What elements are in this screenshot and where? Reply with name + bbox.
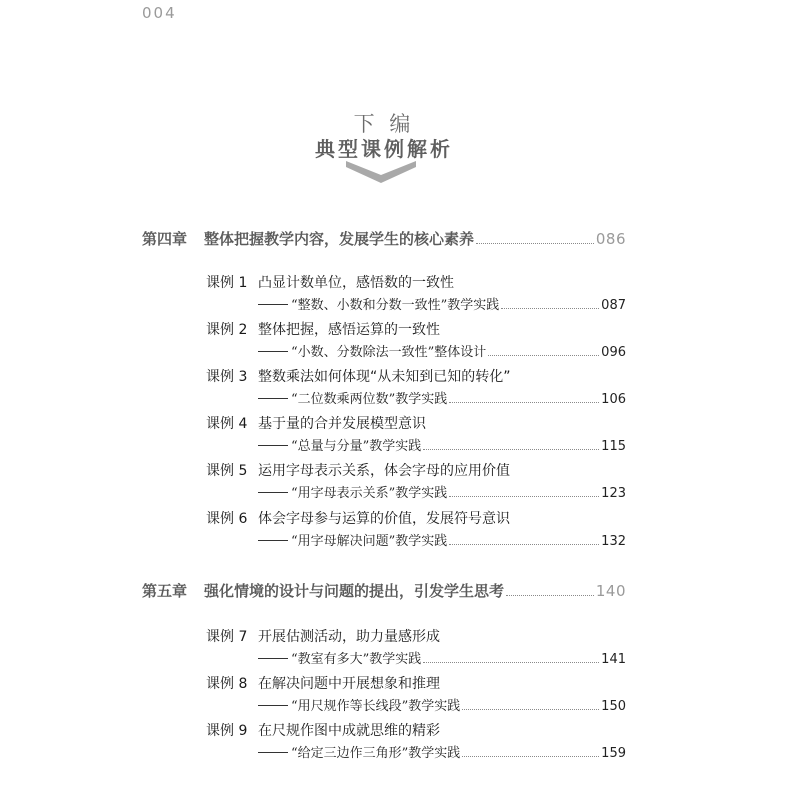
lesson-subtitle: “总量与分量”教学实践 <box>291 439 422 454</box>
lesson-title: 体会字母参与运算的价值，发展符号意识 <box>258 511 510 527</box>
dash <box>258 445 288 446</box>
lesson-title: 整数乘法如何体现“从未知到已知的转化” <box>258 369 511 385</box>
list-item[interactable] <box>206 413 626 458</box>
chapter-heading[interactable] <box>142 580 626 601</box>
lesson-subtitle: “整数、小数和分数一致性”教学实践 <box>291 298 500 313</box>
lesson-subtitle: “教室有多大”教学实践 <box>291 652 422 667</box>
part-title: 典型课例解析 <box>315 137 453 161</box>
leader-dots <box>476 243 594 244</box>
list-item[interactable] <box>206 366 626 411</box>
lesson-title: 在尺规作图中成就思维的精彩 <box>258 723 440 739</box>
lesson-page: 141 <box>601 652 626 667</box>
dash <box>258 705 288 706</box>
leader-dots <box>423 449 599 450</box>
part-label: 下 编 <box>353 112 415 136</box>
lesson-number: 课例 1 <box>206 275 248 291</box>
list-item[interactable] <box>206 319 626 364</box>
leader-dots <box>449 402 599 403</box>
dash <box>258 658 288 659</box>
lesson-subtitle: “二位数乘两位数”教学实践 <box>291 392 448 407</box>
lesson-number: 课例 2 <box>206 322 248 338</box>
lesson-title: 凸显计数单位，感悟数的一致性 <box>258 275 454 291</box>
lesson-title: 运用字母表示关系，体会字母的应用价值 <box>258 463 510 479</box>
chapter-title: 整体把握教学内容，发展学生的核心素养 <box>204 230 475 248</box>
lesson-title: 开展估测活动，助力量感形成 <box>258 629 440 645</box>
lesson-number: 课例 6 <box>206 511 248 527</box>
chapter-number: 第四章 <box>142 230 188 248</box>
lesson-subtitle: “给定三边作三角形”教学实践 <box>291 746 461 761</box>
dash <box>258 752 288 753</box>
chapter-page: 086 <box>595 230 626 248</box>
list-item[interactable] <box>206 508 626 553</box>
list-item[interactable] <box>206 720 626 765</box>
lesson-title: 整体把握，感悟运算的一致性 <box>258 322 440 338</box>
lesson-subtitle: “用字母解决问题”教学实践 <box>291 534 448 549</box>
lesson-page: 096 <box>601 345 626 360</box>
lesson-number: 课例 7 <box>206 629 248 645</box>
chapter-title: 强化情境的设计与问题的提出，引发学生思考 <box>204 582 505 600</box>
list-item[interactable] <box>206 626 626 671</box>
leader-dots <box>449 496 599 497</box>
lesson-page: 087 <box>601 298 626 313</box>
lesson-title: 在解决问题中开展想象和推理 <box>258 676 440 692</box>
list-item[interactable] <box>206 272 626 317</box>
chapter-heading[interactable] <box>142 228 626 249</box>
leader-dots <box>506 595 594 596</box>
lesson-subtitle: “用字母表示关系”教学实践 <box>291 486 448 501</box>
dash <box>258 351 288 352</box>
lesson-number: 课例 5 <box>206 463 248 479</box>
leader-dots <box>423 662 599 663</box>
dash <box>258 540 288 541</box>
leader-dots <box>462 709 599 710</box>
chapter-number: 第五章 <box>142 582 188 600</box>
page-number: 004 <box>142 4 177 22</box>
leader-dots <box>449 544 599 545</box>
leader-dots <box>488 355 599 356</box>
lesson-page: 159 <box>601 746 626 761</box>
lesson-page: 115 <box>601 439 626 454</box>
lesson-page: 132 <box>601 534 626 549</box>
lesson-page: 106 <box>601 392 626 407</box>
lesson-number: 课例 8 <box>206 676 248 692</box>
dash <box>258 492 288 493</box>
chevron-down-icon <box>346 161 416 183</box>
list-item[interactable] <box>206 460 626 505</box>
lesson-title: 基于量的合并发展模型意识 <box>258 416 426 432</box>
lesson-subtitle: “小数、分数除法一致性”整体设计 <box>291 345 487 360</box>
lesson-number: 课例 4 <box>206 416 248 432</box>
list-item[interactable] <box>206 673 626 718</box>
dash <box>258 304 288 305</box>
leader-dots <box>501 308 599 309</box>
lesson-page: 150 <box>601 699 626 714</box>
lesson-page: 123 <box>601 486 626 501</box>
dash <box>258 398 288 399</box>
lesson-number: 课例 3 <box>206 369 248 385</box>
chapter-page: 140 <box>595 582 626 600</box>
lesson-subtitle: “用尺规作等长线段”教学实践 <box>291 699 461 714</box>
leader-dots <box>462 756 599 757</box>
lesson-number: 课例 9 <box>206 723 248 739</box>
